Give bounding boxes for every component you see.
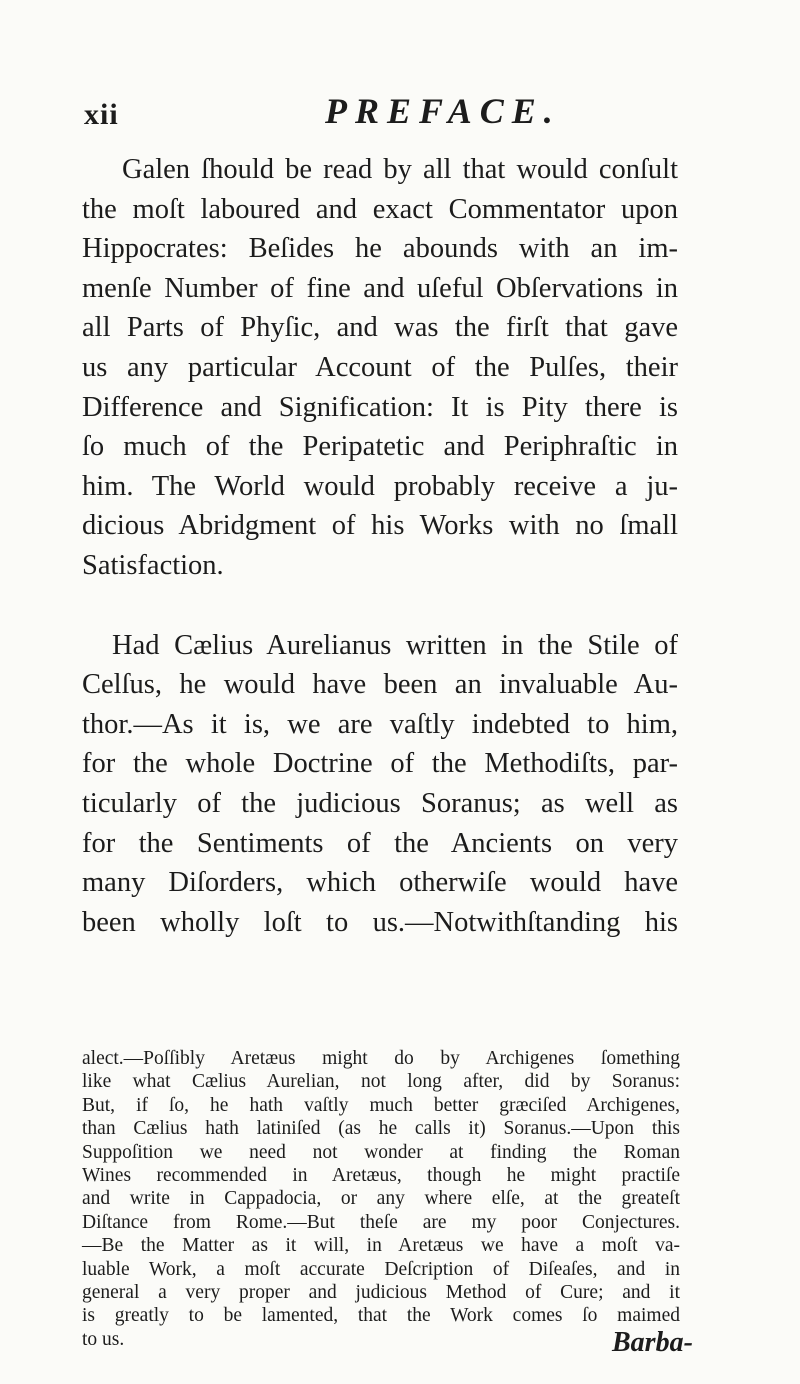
footnote-line: is greatly to be lamented, that the Work comes ſo maimed <box>82 1305 680 1327</box>
footnote-line: than Cælius hath latiniſed (as he calls it) Soranus.—Upon this <box>82 1118 680 1140</box>
running-head: PREFACE. <box>325 91 561 131</box>
text-line: been wholly loſt to us.—Notwithſtanding his <box>82 906 678 938</box>
text-line: Galen ſhould be read by all that would conſult <box>122 154 678 185</box>
text-line: the moſt laboured and exact Commentator upon <box>82 193 678 225</box>
text-line: us any particular Account of the Pulſes, their <box>82 351 678 383</box>
text-line: dicious Abridgment of his Works with no ſmall <box>82 510 678 542</box>
footnote-line: Wines recommended in Aretæus, though he might practiſe <box>82 1164 680 1186</box>
footnote-line: Diſtance from Rome.—But theſe are my poor Conjectures. <box>82 1211 680 1233</box>
text-line: all Parts of Phyſic, and was the firſt that gave <box>82 312 678 344</box>
text-line: many Diſorders, which otherwiſe would have <box>82 867 678 899</box>
footnote-line: Suppoſition we need not wonder at finding the Roman <box>82 1141 680 1163</box>
text-line: ſo much of the Peripatetic and Periphraſtic in <box>82 431 678 463</box>
footnote-line: like what Cælius Aurelian, not long after, did by Soranus: <box>82 1071 680 1093</box>
footnote-line: But, if ſo, he hath vaſtly much better græciſed Archigenes, <box>82 1094 680 1116</box>
footnote-line: —Be the Matter as it will, in Aretæus we have a moſt va- <box>82 1235 680 1257</box>
footnote-line: alect.—Poſſibly Aretæus might do by Archigenes ſomething <box>82 1048 680 1069</box>
text-line: Difference and Signification: It is Pity there is <box>82 391 678 423</box>
paragraph-1 <box>82 150 678 586</box>
footnote <box>82 1047 680 1351</box>
text-line: Had Cælius Aurelianus written in the Stile of <box>112 629 678 661</box>
footnote-line: luable Work, a moſt accurate Deſcription of Diſeaſes, and in <box>82 1258 680 1280</box>
paragraph-2 <box>82 626 678 943</box>
text-line: menſe Number of fine and uſeful Obſervations in <box>82 272 678 304</box>
text-line: Hippocrates: Beſides he abounds with an im- <box>82 233 678 265</box>
text-line: Celſus, he would have been an invaluable Au- <box>82 669 678 701</box>
text-line: for the whole Doctrine of the Methodiſts, par- <box>82 748 678 780</box>
main-text <box>82 150 678 942</box>
text-line: Satisfaction. <box>82 549 224 581</box>
text-line: for the Sentiments of the Ancients on very <box>82 827 678 859</box>
text-line: thor.—As it is, we are vaſtly indebted to him, <box>82 708 678 740</box>
footnote-line: general a very proper and judicious Method of Cure; and it <box>82 1281 680 1303</box>
footnote-line: and write in Cappadocia, or any where elſe, at the greateſt <box>82 1188 680 1210</box>
footnote-line: to us. <box>82 1328 125 1350</box>
text-line: ticularly of the judicious Soranus; as well as <box>82 787 678 819</box>
page-number: xii <box>84 98 119 131</box>
text-line: him. The World would probably receive a ju- <box>82 470 678 502</box>
catchword: Barba- <box>612 1327 693 1358</box>
